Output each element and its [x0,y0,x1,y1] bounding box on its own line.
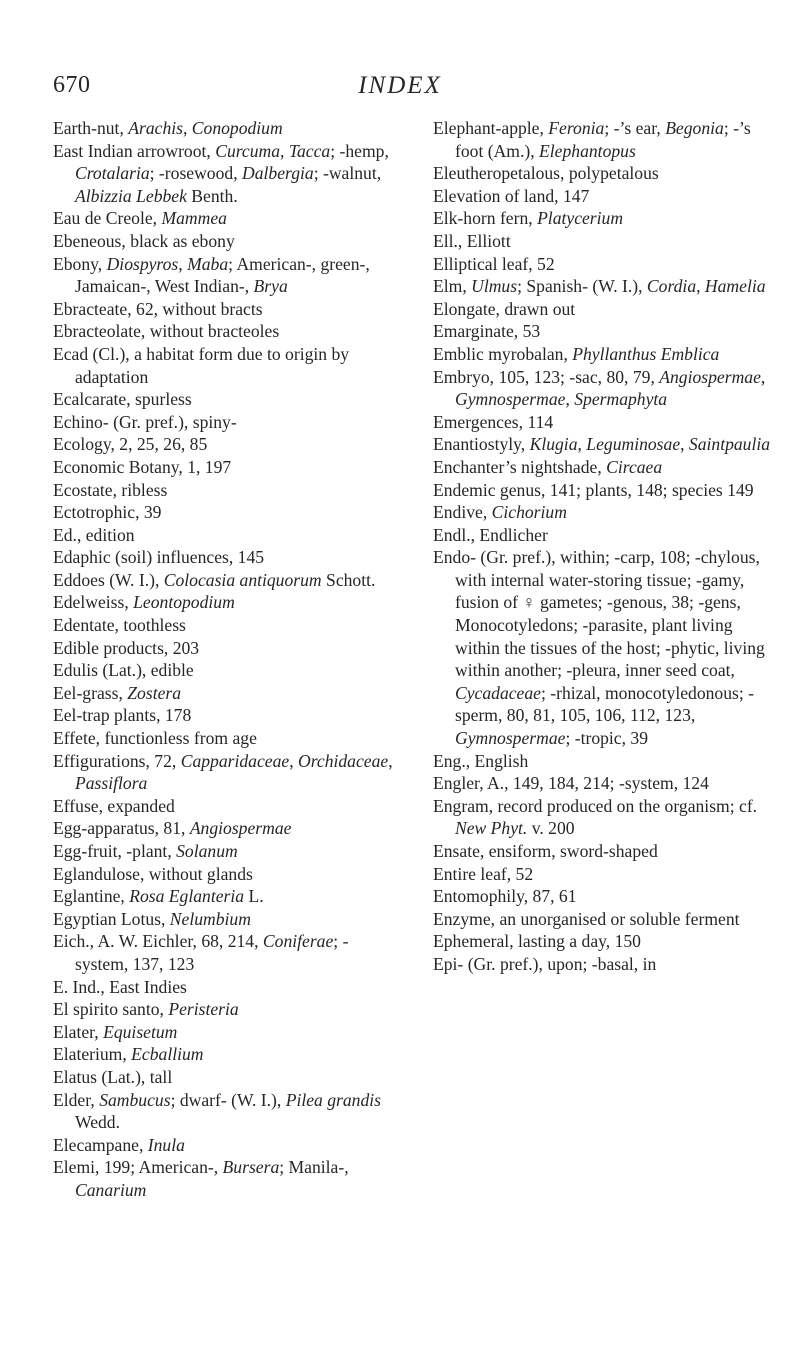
index-entry [53,207,398,230]
index-column-right [433,117,781,976]
index-entry [53,456,398,479]
italic-term: Sambucus [99,1089,171,1110]
entry-text: Elecampane, [53,1134,148,1155]
index-entry [433,298,781,321]
entry-text: Ell., Elliott [433,230,511,251]
index-entry [433,253,781,276]
entry-text: , [182,118,192,138]
entry-text: Eel-trap plants, 178 [53,705,192,726]
entry-text: Embryo, 105, 123; -sac, 80, 79, [433,366,660,387]
index-entry [53,591,398,614]
index-entry [433,411,781,434]
index-entry [53,614,398,637]
entry-text: Ecology, 2, 25, 26, 85 [53,434,208,455]
entry-text: Effigurations, 72, [53,750,181,771]
entry-text: ; dwarf- (W. I.), [170,1089,286,1110]
entry-text: Elevation of land, 147 [433,185,590,206]
italic-term: Dalbergia [242,163,314,184]
entry-text: ; Spanish- (W. I.), [517,276,647,297]
entry-text: Emergences, 114 [433,411,554,432]
italic-term: Orchidaceae [297,750,389,771]
italic-term: Saintpaulia [688,434,771,455]
italic-term: New Phyt. [455,818,528,839]
index-entry [433,930,781,953]
entry-text: ; -tropic, 39 [565,728,649,749]
index-entry [433,479,781,502]
index-entry [433,772,781,795]
entry-text: Eich., A. W. Eichler, 68, 214, [53,931,263,952]
index-entry [53,908,398,931]
entry-text: ; -system, 137, 123 [75,931,349,974]
italic-term: Elephantopus [539,140,636,161]
entry-text: , [388,750,393,771]
entry-text: Ed., edition [53,524,135,545]
index-entry [53,298,398,321]
italic-term: Diospyros [106,253,179,274]
index-entry [53,976,398,999]
italic-term: Leontopodium [133,592,235,613]
italic-term: Circaea [606,456,663,477]
entry-text: Eglantine, [53,886,130,907]
entry-text: Elongate, drawn out [433,298,576,319]
italic-term: Solanum [176,841,238,861]
italic-term: Zostera [127,682,182,703]
index-entry [433,795,781,840]
index-entry [53,727,398,750]
index-entry [53,569,398,592]
entry-text: Ensate, ensiform, sword-shaped [433,841,658,861]
index-entry [53,637,398,660]
entry-text: ; -hemp, [330,140,389,161]
entry-text: Elm, [433,276,472,297]
italic-term: Begonia [665,118,724,138]
italic-term: Capparidaceae [180,750,290,771]
italic-term: Equisetum [103,1021,178,1042]
entry-text: Ecalcarate, spurless [53,389,192,410]
index-entry [53,320,398,343]
index-entry [433,840,781,863]
entry-text: Emarginate, 53 [433,321,541,342]
entry-text: Edelweiss, [53,592,134,613]
entry-text: Edentate, toothless [53,615,186,636]
entry-text: ; -rosewood, [149,163,242,184]
index-entry [433,546,781,749]
index-entry [53,546,398,569]
index-entry [433,275,781,298]
entry-text: Eau de Creole, [53,208,162,229]
entry-text: Enantiostyly, [433,434,530,455]
entry-text: E. Ind., East Indies [53,976,187,997]
italic-term: Gymnospermae [455,728,566,749]
italic-term: Tacca [288,140,331,161]
entry-text: Endo- (Gr. pref.), within; -carp, 108; -chylous, with internal water-storing tissue; -gamy, fusion of ♀ gametes; -genous, 38; -gens, Monocotyledons; -parasite, plant living within the tissues of the host; -phytic, living within another; -pleura, inner seed coat, [433,547,765,681]
italic-term: Rosa Eglanteria [129,886,245,907]
index-entry [433,953,781,976]
italic-term: Conopodium [191,118,283,138]
index-entry [433,366,781,411]
entry-text: Elatus (Lat.), tall [53,1066,173,1087]
entry-text: Engler, A., 149, 184, 214; -system, 124 [433,773,709,794]
index-entry [53,501,398,524]
italic-term: Spermaphyta [574,389,668,410]
entry-text: Endl., Endlicher [433,524,548,545]
italic-term: Angiospermae [189,818,292,839]
entry-text: Elater, [53,1021,104,1042]
running-head: INDEX [358,72,442,99]
index-entry [53,433,398,456]
page-number: 670 [53,72,91,98]
entry-text: Ebracteolate, without bracteoles [53,321,280,342]
index-entry [433,501,781,524]
entry-text: ; Manila-, [279,1157,349,1178]
entry-text: ; -walnut, [313,163,382,184]
entry-text: Egyptian Lotus, [53,908,170,929]
entry-text: , [680,434,689,455]
index-entry [53,795,398,818]
entry-text: Enzyme, an unorganised or soluble ferment [433,908,740,929]
italic-term: Bursera [222,1157,280,1178]
entry-text: Elliptical leaf, 52 [433,253,555,274]
index-entry [433,433,781,456]
index-entry [433,908,781,931]
index-entry [433,230,781,253]
entry-text: Ebony, [53,253,107,274]
entry-text: L. [244,886,264,907]
italic-term: Ulmus [471,276,518,297]
entry-text: Elaterium, [53,1044,132,1065]
index-entry [53,930,398,975]
entry-text: Effete, functionless from age [53,728,257,749]
index-entry [53,230,398,253]
entry-text: Edulis (Lat.), edible [53,660,194,681]
entry-text: Effuse, expanded [53,795,175,816]
entry-text: Engram, record produced on the organism; cf. [433,795,758,816]
entry-text: , [577,434,587,455]
italic-term: Inula [147,1134,185,1155]
entry-text: , [289,750,298,771]
italic-term: Leguminosae [586,434,681,455]
entry-text: Eleutheropetalous, polypetalous [433,163,659,184]
entry-text: Ephemeral, lasting a day, 150 [433,931,641,952]
entry-text: ; American-, green-, Jamaican-, West Indian-, [75,253,370,297]
index-entry [53,682,398,705]
italic-term: Pilea grandis [285,1089,381,1110]
entry-text: Benth. [186,185,238,206]
index-column-left [53,117,398,1202]
italic-term: Hamelia [704,276,766,297]
entry-text: ; -’s ear, [604,118,666,138]
index-entry [53,817,398,840]
index-entry [433,863,781,886]
italic-term: Phyllanthus Emblica [572,343,720,364]
entry-text: Emblic myrobalan, [433,343,573,364]
index-entry [433,320,781,343]
italic-term: Klugia [529,434,578,455]
italic-term: Ecballium [131,1044,204,1065]
italic-term: Nelumbium [169,908,251,929]
entry-text: Wedd. [75,1112,120,1133]
italic-term: Brya [253,276,288,297]
entry-text: Elder, [53,1089,100,1110]
italic-term: Colocasia antiquorum [163,569,322,590]
entry-text: Elk-horn fern, [433,208,538,229]
index-entry [433,162,781,185]
entry-text: Earth-nut, [53,118,129,138]
italic-term: Angiospermae [659,366,761,387]
index-entry [53,704,398,727]
entry-text: Edible products, 203 [53,637,200,658]
index-entry [53,411,398,434]
entry-text: Edaphic (soil) influences, 145 [53,547,265,568]
index-entry [53,885,398,908]
italic-term: Crotalaria [75,163,150,184]
index-entry [53,1043,398,1066]
entry-text: , [696,276,705,297]
index-entry [433,343,781,366]
italic-term: Cycadaceae [455,682,541,703]
index-entry [433,117,781,162]
italic-term: Feronia [548,118,605,138]
entry-text: , [760,366,766,387]
index-entry [53,253,398,298]
entry-text: Elephant-apple, [433,118,549,138]
italic-term: Passiflora [75,773,148,794]
entry-text: Schott. [321,569,376,590]
index-entry [53,1021,398,1044]
entry-text: Entomophily, 87, 61 [433,886,577,907]
entry-text: , [280,140,289,161]
entry-text: Egg-apparatus, 81, [53,818,190,839]
index-entry [433,524,781,547]
entry-text: ; -’s foot (Am.), [455,118,751,161]
italic-term: Albizzia Lebbek [75,185,187,206]
italic-term: Gymnospermae [455,389,566,410]
index-entry [53,388,398,411]
index-entry [53,524,398,547]
italic-term: Maba [187,253,229,274]
index-entry [53,1134,398,1157]
entry-text: Ebeneous, black as ebony [53,230,235,251]
italic-term: Mammea [161,208,227,229]
index-entry [53,140,398,208]
index-entry [53,1089,398,1134]
entry-text: Economic Botany, 1, 197 [53,456,232,477]
index-entry [433,207,781,230]
index-entry [53,117,398,140]
entry-text: Elemi, 199; American-, [53,1157,223,1178]
entry-text: East Indian arrowroot, [53,140,216,161]
entry-text: Ebracteate, 62, without bracts [53,298,263,319]
entry-text: ; -rhizal, monocotyledonous; -sperm, 80, 81, 105, 106, 112, 123, [455,682,755,726]
entry-text: Enchanter’s nightshade, [433,456,607,477]
italic-term: Curcuma [215,140,281,161]
italic-term: Canarium [75,1179,147,1200]
entry-text: Endemic genus, 141; plants, 148; species 149 [433,479,754,500]
italic-term: Cichorium [491,502,567,523]
italic-term: Peristeria [168,999,239,1020]
entry-text: Eng., English [433,750,529,771]
index-entry [433,185,781,208]
index-entry [53,479,398,502]
entry-text: Eglandulose, without glands [53,863,253,884]
entry-text: Eddoes (W. I.), [53,569,164,590]
italic-term: Arachis [128,118,183,138]
entry-text: , [178,253,188,274]
index-entry [53,1066,398,1089]
entry-text: v. 200 [527,818,575,839]
index-entry [53,1156,398,1201]
entry-text: , [565,389,575,410]
index-entry [53,750,398,795]
entry-text: Endive, [433,502,492,523]
entry-text: Eel-grass, [53,682,128,703]
index-entry [433,456,781,479]
italic-term: Cordia [646,276,697,297]
entry-text: Echino- (Gr. pref.), spiny- [53,411,237,432]
entry-text: Egg-fruit, -plant, [53,841,177,861]
index-entry [433,750,781,773]
entry-text: Ecostate, ribless [53,479,168,500]
entry-text: Entire leaf, 52 [433,863,534,884]
index-entry [53,343,398,388]
italic-term: Coniferae [262,931,334,952]
index-entry [53,863,398,886]
entry-text: El spirito santo, [53,999,169,1020]
entry-text: Epi- (Gr. pref.), upon; -basal, in [433,953,657,974]
entry-text: Ecad (Cl.), a habitat form due to origin by adaptation [53,343,350,387]
index-entry [53,840,398,863]
italic-term: Platycerium [537,208,624,229]
index-entry [53,659,398,682]
index-entry [53,998,398,1021]
entry-text: Ectotrophic, 39 [53,502,162,523]
index-entry [433,885,781,908]
